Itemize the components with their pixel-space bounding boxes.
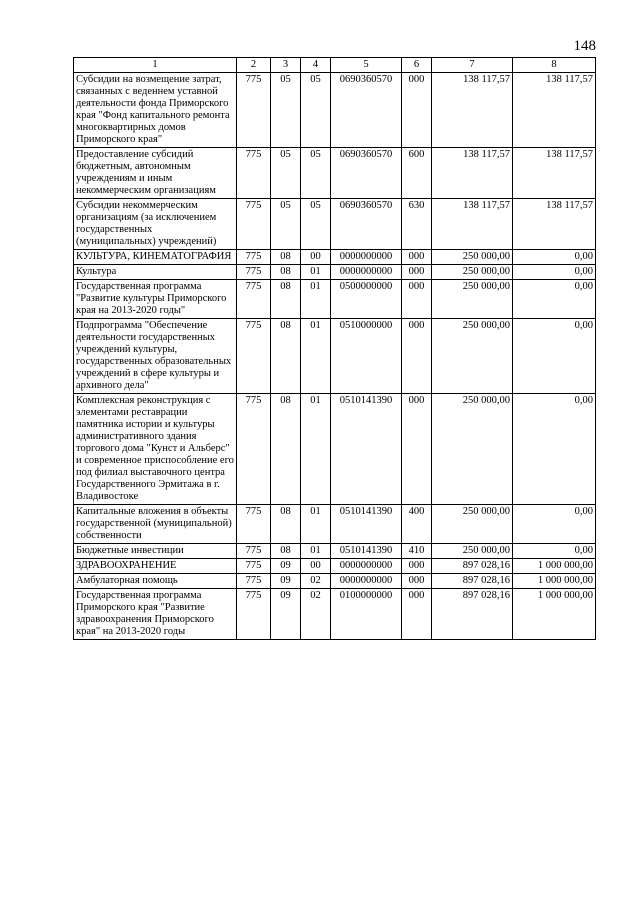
- ministry-code: 775: [237, 319, 271, 394]
- ministry-code: 775: [237, 265, 271, 280]
- column-header: 7: [432, 58, 513, 73]
- section-code: 08: [271, 544, 301, 559]
- subsection-code: 00: [301, 250, 331, 265]
- section-code: 08: [271, 394, 301, 505]
- expense-type-code: 000: [402, 574, 432, 589]
- section-code: 08: [271, 505, 301, 544]
- column-number-row: [74, 58, 596, 73]
- subsection-code: 05: [301, 148, 331, 199]
- row-name: Культура: [74, 265, 237, 280]
- row-name: Амбулаторная помощь: [74, 574, 237, 589]
- section-code: 05: [271, 199, 301, 250]
- amount-col7: 250 000,00: [432, 265, 513, 280]
- row-name: Субсидии на возмещение затрат, связанных с веденнем уставной деятельности фонда Приморского края "Фонд капитального ремонта многоквартирных домов Приморского края": [74, 73, 237, 148]
- expense-type-code: 000: [402, 319, 432, 394]
- table-row: [74, 589, 596, 640]
- expense-type-code: 600: [402, 148, 432, 199]
- table-row: [74, 319, 596, 394]
- amount-col8: 1 000 000,00: [513, 559, 596, 574]
- subsection-code: 01: [301, 505, 331, 544]
- amount-col7: 897 028,16: [432, 574, 513, 589]
- column-header: 2: [237, 58, 271, 73]
- table-row: [74, 280, 596, 319]
- ministry-code: 775: [237, 199, 271, 250]
- column-header: 6: [402, 58, 432, 73]
- ministry-code: 775: [237, 505, 271, 544]
- subsection-code: 00: [301, 559, 331, 574]
- target-article-code: 0000000000: [331, 265, 402, 280]
- expense-type-code: 000: [402, 265, 432, 280]
- expense-type-code: 410: [402, 544, 432, 559]
- table-row: [74, 574, 596, 589]
- target-article-code: 0510141390: [331, 505, 402, 544]
- row-name: КУЛЬТУРА, КИНЕМАТОГРАФИЯ: [74, 250, 237, 265]
- subsection-code: 01: [301, 544, 331, 559]
- amount-col8: 138 117,57: [513, 199, 596, 250]
- subsection-code: 02: [301, 589, 331, 640]
- amount-col7: 250 000,00: [432, 280, 513, 319]
- amount-col8: 138 117,57: [513, 73, 596, 148]
- target-article-code: 0500000000: [331, 280, 402, 319]
- table-row: [74, 544, 596, 559]
- amount-col8: 0,00: [513, 280, 596, 319]
- section-code: 09: [271, 589, 301, 640]
- subsection-code: 02: [301, 574, 331, 589]
- expense-type-code: 000: [402, 394, 432, 505]
- column-header: 5: [331, 58, 402, 73]
- column-header: 1: [74, 58, 237, 73]
- subsection-code: 05: [301, 199, 331, 250]
- section-code: 08: [271, 265, 301, 280]
- amount-col7: 250 000,00: [432, 319, 513, 394]
- target-article-code: 0100000000: [331, 589, 402, 640]
- row-name: Субсидии некоммерческим организациям (за исключением государственных (муниципальных) учреждений): [74, 199, 237, 250]
- amount-col7: 138 117,57: [432, 148, 513, 199]
- subsection-code: 01: [301, 394, 331, 505]
- table-row: [74, 505, 596, 544]
- row-name: Бюджетные инвестиции: [74, 544, 237, 559]
- target-article-code: 0510141390: [331, 394, 402, 505]
- expense-type-code: 000: [402, 280, 432, 319]
- amount-col7: 897 028,16: [432, 559, 513, 574]
- ministry-code: 775: [237, 574, 271, 589]
- amount-col8: 1 000 000,00: [513, 574, 596, 589]
- table-row: [74, 148, 596, 199]
- expense-type-code: 400: [402, 505, 432, 544]
- ministry-code: 775: [237, 148, 271, 199]
- target-article-code: 0690360570: [331, 73, 402, 148]
- amount-col8: 0,00: [513, 505, 596, 544]
- amount-col7: 138 117,57: [432, 199, 513, 250]
- expense-type-code: 630: [402, 199, 432, 250]
- column-header: 8: [513, 58, 596, 73]
- column-header: 3: [271, 58, 301, 73]
- target-article-code: 0000000000: [331, 559, 402, 574]
- section-code: 09: [271, 574, 301, 589]
- amount-col7: 250 000,00: [432, 544, 513, 559]
- subsection-code: 01: [301, 265, 331, 280]
- ministry-code: 775: [237, 73, 271, 148]
- ministry-code: 775: [237, 394, 271, 505]
- amount-col8: 0,00: [513, 544, 596, 559]
- row-name: ЗДРАВООХРАНЕНИЕ: [74, 559, 237, 574]
- column-header: 4: [301, 58, 331, 73]
- table-row: [74, 73, 596, 148]
- amount-col7: 897 028,16: [432, 589, 513, 640]
- target-article-code: 0690360570: [331, 148, 402, 199]
- amount-col7: 250 000,00: [432, 394, 513, 505]
- target-article-code: 0000000000: [331, 250, 402, 265]
- amount-col8: 0,00: [513, 394, 596, 505]
- expense-type-code: 000: [402, 250, 432, 265]
- table-row: [74, 250, 596, 265]
- row-name: Капитальные вложения в объекты государственной (муниципальной) собственности: [74, 505, 237, 544]
- table-row: [74, 265, 596, 280]
- amount-col7: 138 117,57: [432, 73, 513, 148]
- ministry-code: 775: [237, 544, 271, 559]
- expense-type-code: 000: [402, 589, 432, 640]
- ministry-code: 775: [237, 559, 271, 574]
- amount-col8: 138 117,57: [513, 148, 596, 199]
- expense-type-code: 000: [402, 73, 432, 148]
- row-name: Государственная программа "Развитие культуры Приморского края на 2013-2020 годы": [74, 280, 237, 319]
- ministry-code: 775: [237, 280, 271, 319]
- target-article-code: 0000000000: [331, 574, 402, 589]
- table-row: [74, 559, 596, 574]
- amount-col7: 250 000,00: [432, 505, 513, 544]
- row-name: Государственная программа Приморского края "Развитие здравоохранения Приморского края" на 2013-2020 годы: [74, 589, 237, 640]
- target-article-code: 0510141390: [331, 544, 402, 559]
- table-row: [74, 199, 596, 250]
- row-name: Подпрограмма "Обеспечение деятельности государственных учреждений культуры, государственных образовательных учреждений в сфере культуры и архивного дела": [74, 319, 237, 394]
- subsection-code: 01: [301, 280, 331, 319]
- section-code: 05: [271, 148, 301, 199]
- section-code: 05: [271, 73, 301, 148]
- amount-col8: 0,00: [513, 250, 596, 265]
- row-name: Комплексная реконструкция с элементами реставрации памятника истории и культуры административного здания торгового дома "Кунст и Альберс" и современное приспособление его под филиал выставочного центра Государственного Эрмитажа в г. Владивостоке: [74, 394, 237, 505]
- section-code: 08: [271, 319, 301, 394]
- row-name: Предоставление субсидий бюджетным, автономным учреждениям и иным некоммерческим организациям: [74, 148, 237, 199]
- budget-table: [73, 57, 596, 640]
- table-row: [74, 394, 596, 505]
- subsection-code: 01: [301, 319, 331, 394]
- subsection-code: 05: [301, 73, 331, 148]
- target-article-code: 0510000000: [331, 319, 402, 394]
- expense-type-code: 000: [402, 559, 432, 574]
- section-code: 08: [271, 280, 301, 319]
- page-number: 148: [573, 38, 596, 54]
- ministry-code: 775: [237, 589, 271, 640]
- target-article-code: 0690360570: [331, 199, 402, 250]
- amount-col7: 250 000,00: [432, 250, 513, 265]
- amount-col8: 0,00: [513, 265, 596, 280]
- section-code: 09: [271, 559, 301, 574]
- ministry-code: 775: [237, 250, 271, 265]
- amount-col8: 0,00: [513, 319, 596, 394]
- section-code: 08: [271, 250, 301, 265]
- amount-col8: 1 000 000,00: [513, 589, 596, 640]
